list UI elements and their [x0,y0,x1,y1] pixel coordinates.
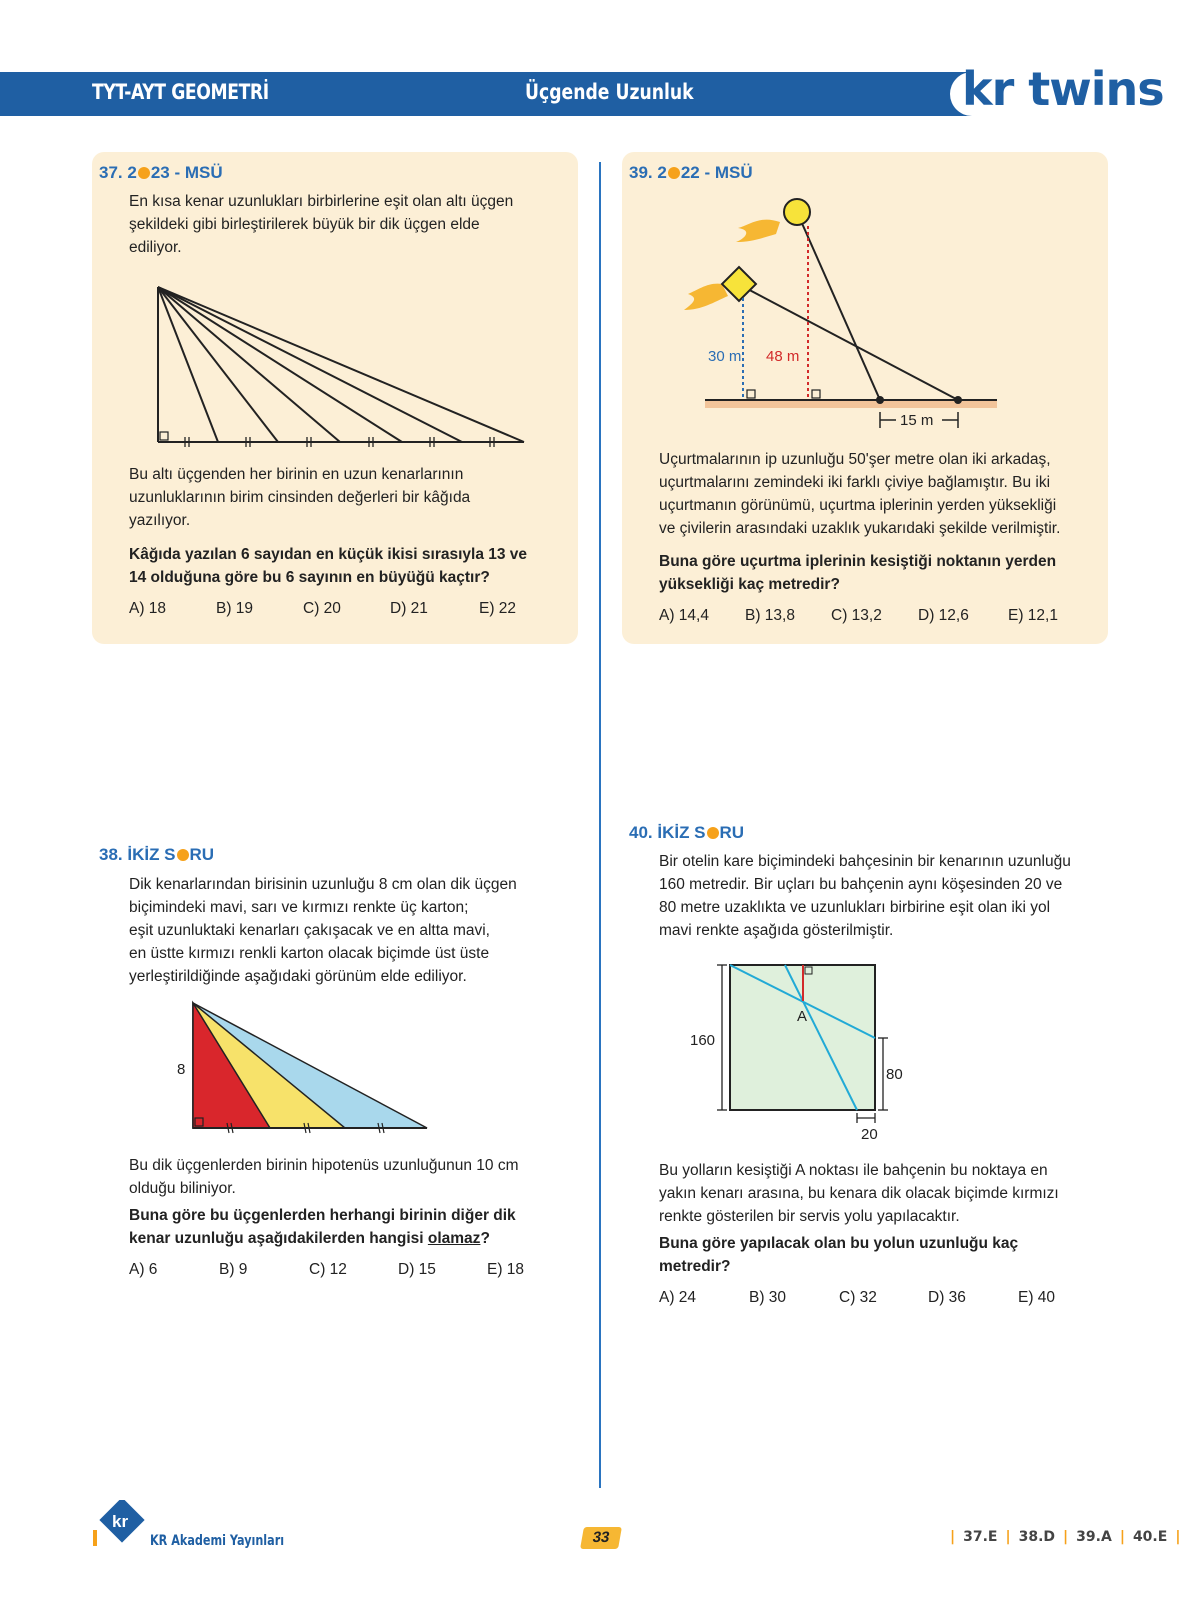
answer-40: 40.E [1132,1529,1168,1545]
choice-b[interactable]: B) 30 [749,1289,787,1306]
question-37-text2: Bu altı üçgenden her birinin en uzun kenarlarının uzunluklarının birim cinsinden değerleri bir kâğıda yazılıyor. [129,466,471,529]
answer-key: | 37.E | 38.D | 39.A | 40.E | [950,1529,1181,1545]
choice-e[interactable]: E) 18 [487,1261,525,1278]
question-40-number: 40. İKİZ S RU [629,823,745,842]
choice-e[interactable]: E) 12,1 [1008,607,1058,624]
question-40-text: Bir otelin kare biçimindeki bahçesinin bir kenarının uzunluğu 160 metredir. Bir uçları bu bahçenin aynı köşesinden 20 ve 80 metre uzaklıkta ve uzunlukları birbirine eşit olan iki yol mavi renkte aşağıda gösterilmiştir. [659,853,1071,939]
column-divider [599,162,601,1488]
question-39-figure [680,190,1010,440]
answer-37: 37.E [963,1529,998,1545]
chapter-title: Üçgende Uzunluk [525,80,694,104]
label-8: 8 [177,1061,186,1078]
question-37-text: En kısa kenar uzunlukları birbirlerine eşit olan altı üçgen şekildeki gibi birleştirilerek büyük bir dik üçgen elde ediliyor. [129,193,514,256]
question-38-choices [129,1261,547,1279]
choice-b[interactable]: B) 9 [219,1261,248,1278]
question-39-question: Buna göre uçurtma iplerinin kesiştiği noktanın yerden yüksekliği kaç metredir? [659,553,1057,593]
question-38-figure [170,995,435,1135]
answer-39: 39.A [1076,1529,1112,1545]
choice-e[interactable]: E) 22 [479,600,517,617]
question-40-figure [685,955,910,1145]
choice-d[interactable]: D) 36 [928,1289,966,1306]
choice-d[interactable]: D) 21 [390,600,428,617]
label-20: 20 [861,1126,878,1143]
coin-icon [707,827,719,839]
choice-b[interactable]: B) 19 [216,600,254,617]
page-number: 33 [580,1527,622,1549]
choice-a[interactable]: A) 6 [129,1261,158,1278]
question-38-text: Dik kenarlarından birisinin uzunluğu 8 cm olan dik üçgen biçimindeki mavi, sarı ve kırmızı renkte üç karton; eşit uzunluktaki kenarları çakışacak ve en altta mavi, en üstte kırmızı renkli karton olacak biçimde üst üste yerleştirildiğinde aşağıdaki görünüm elde ediliyor. [129,876,517,985]
question-37-figure [150,282,530,452]
publisher-name: KR Akademi Yayınları [150,1533,285,1549]
question-37-question: Kâğıda yazılan 6 sayıdan en küçük ikisi sırasıyla 13 ve 14 olduğuna göre bu 6 sayının en büyüğü kaçtır? [129,546,528,586]
choice-c[interactable]: C) 32 [839,1289,877,1306]
choice-a[interactable]: A) 18 [129,600,167,617]
question-38-number: 38. İKİZ S RU [99,845,215,864]
choice-a[interactable]: A) 14,4 [659,607,709,624]
choice-c[interactable]: C) 13,2 [831,607,882,624]
question-38-question: Buna göre bu üçgenlerden herhangi birinin diğer dik kenar uzunluğu aşağıdakilerden hangisi olamaz? [129,1207,516,1247]
choice-d[interactable]: D) 15 [398,1261,436,1278]
choice-b[interactable]: B) 13,8 [745,607,795,624]
coin-icon [177,849,189,861]
label-80: 80 [886,1066,903,1083]
question-39-choices [659,607,1068,625]
question-39-number: 39. 2 22 - MSÜ [629,163,753,182]
question-38-text2: Bu dik üçgenlerden birinin hipotenüs uzunluğunun 10 cm olduğu biliniyor. [129,1157,519,1197]
choice-e[interactable]: E) 40 [1018,1289,1056,1306]
publisher-logo-icon [93,1500,147,1550]
question-37-choices [129,600,539,618]
question-39-text: Uçurtmalarının ip uzunluğu 50'şer metre olan iki arkadaş, uçurtmalarını zemindeki iki farklı çiviye bağlamıştır. Bu iki uçurtmanın görünümü, uçurtma iplerinin yerden yüksekliği ve çivilerin arasındaki uzaklık yukarıdaki şekilde verilmiştir. [659,451,1061,537]
choice-a[interactable]: A) 24 [659,1289,697,1306]
label-15m: 15 m [900,412,934,429]
book-title: TYT-AYT GEOMETRİ [92,80,269,104]
label-a: A [797,1008,808,1025]
label-48m: 48 m [766,348,800,365]
svg-text:kr: kr [112,1512,129,1531]
question-40-text2: Bu yolların kesiştiği A noktası ile bahçenin bu noktaya en yakın kenarı arasına, bu kenara dik olacak biçimde kırmızı renkte gösterilen bir servis yolu yapılacaktır. [659,1162,1059,1225]
label-30m: 30 m [708,348,742,365]
question-40-question: Buna göre yapılacak olan bu yolun uzunluğu kaç metredir? [659,1235,1019,1275]
label-160: 160 [690,1032,716,1049]
question-40-choices [659,1289,1078,1307]
brand-logo: kr twins [962,62,1164,116]
choice-c[interactable]: C) 20 [303,600,341,617]
coin-icon [668,167,680,179]
question-37-number: 37. 2 23 - MSÜ [99,163,223,182]
choice-c[interactable]: C) 12 [309,1261,347,1278]
answer-38: 38.D [1018,1529,1056,1545]
coin-icon [138,167,150,179]
choice-d[interactable]: D) 12,6 [918,607,969,624]
